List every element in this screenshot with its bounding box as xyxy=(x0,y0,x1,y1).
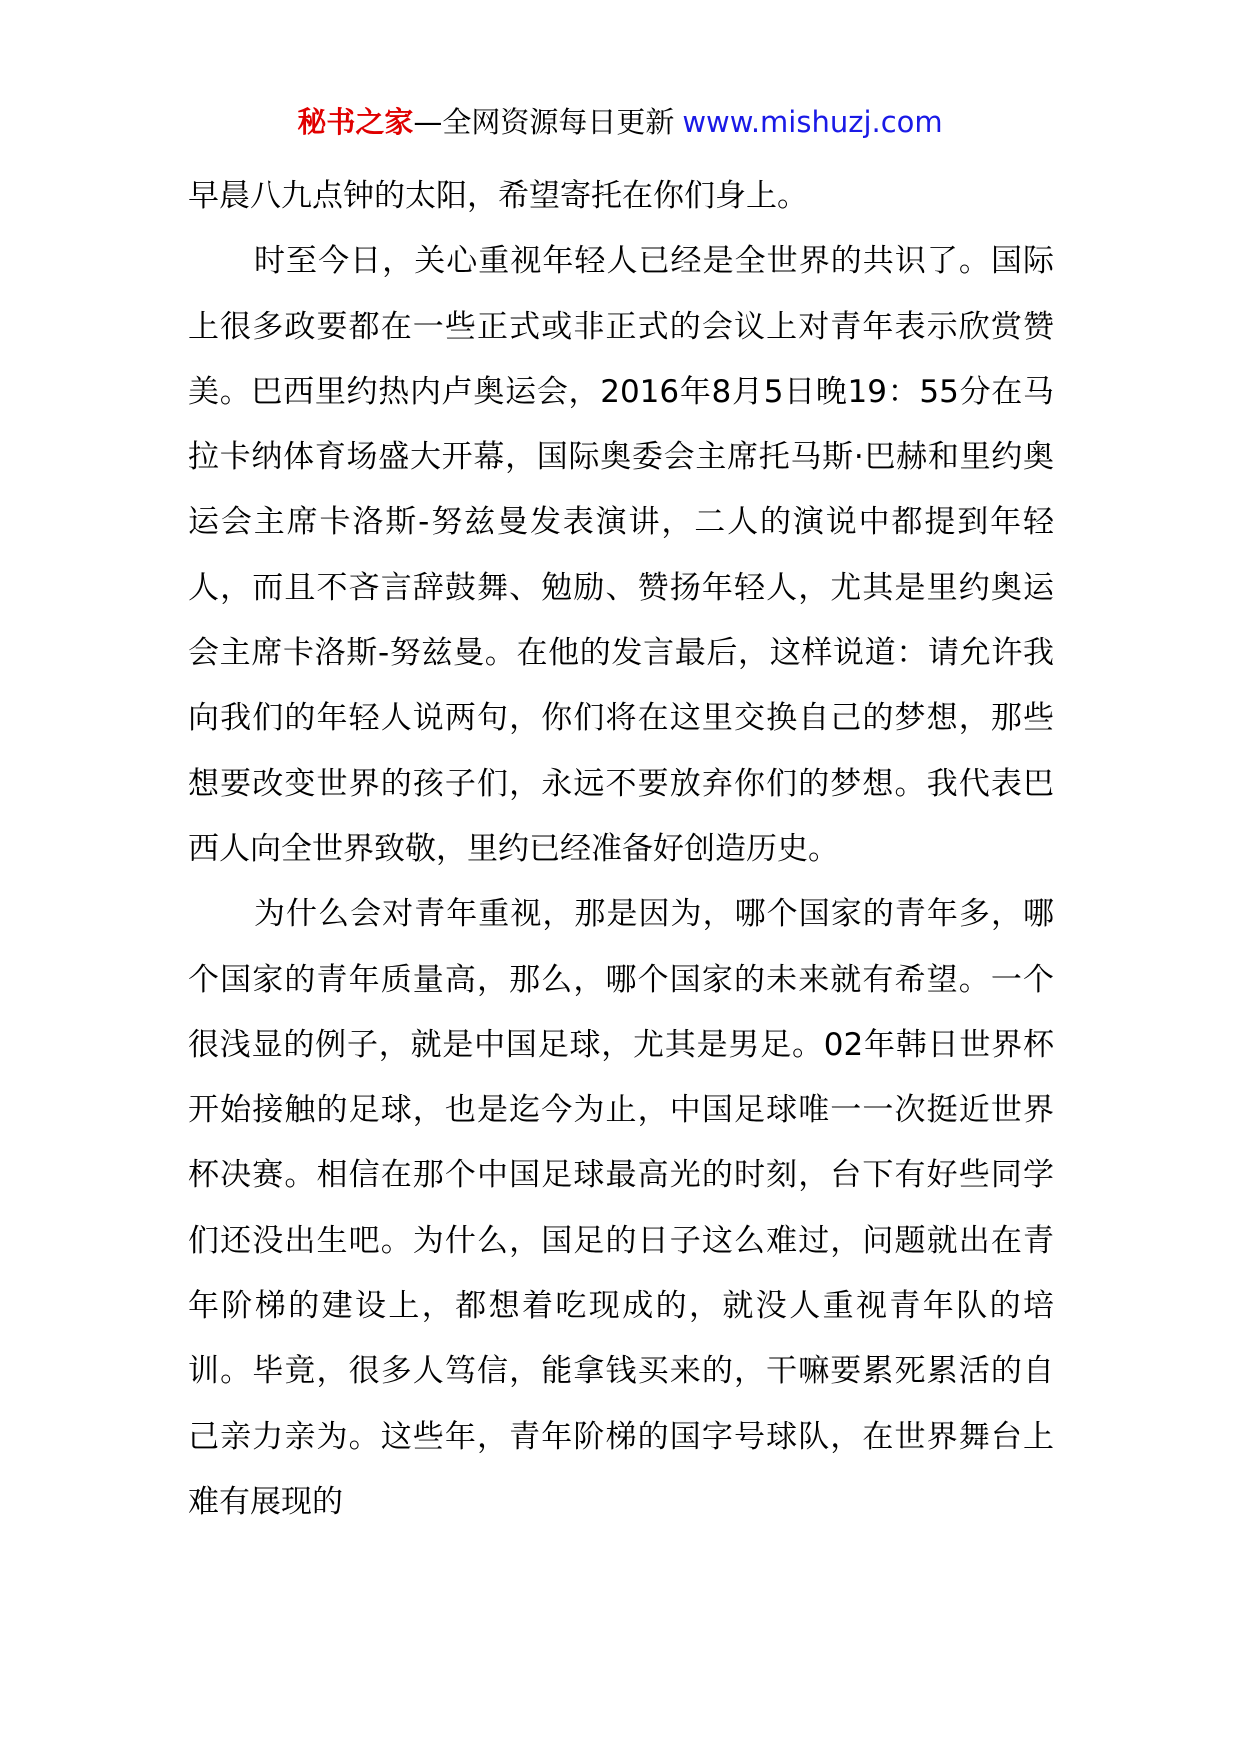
paragraph-youth-football: 为什么会对青年重视，那是因为，哪个国家的青年多，哪个国家的青年质量高，那么，哪个国家的未来就有希望。一个很浅显的例子，就是中国足球，尤其是男足。02年韩日世界杯开始接触的足球，也是迄今为止，中国足球唯一一次挺近世界杯决赛。相信在那个中国足球最高光的时刻，台下有好些同学们还没出生吧。为什么，国足的日子这么难过，问题就出在青年阶梯的建设上，都想着吃现成的，就没人重视青年队的培训。毕竟，很多人笃信，能拿钱买来的，干嘛要累死累活的自己亲力亲为。这些年，青年阶梯的国字号球队，在世界舞台上难有展现的 xyxy=(188,896,1054,1520)
document-body xyxy=(188,164,1054,1535)
header-url-link[interactable]: www.mishuzj.com xyxy=(682,105,943,139)
header-slogan: —全网资源每日更新 xyxy=(413,105,675,139)
brand-name: 秘书之家 xyxy=(297,105,414,139)
paragraph-continuation: 早晨八九点钟的太阳，希望寄托在你们身上。 xyxy=(188,178,808,214)
paragraph-world-consensus: 时至今日，关心重视年轻人已经是全世界的共识了。国际上很多政要都在一些正式或非正式的会议上对青年表示欣赏赞美。巴西里约热内卢奥运会，2016年8月5日晚19：55分在马拉卡纳体育场盛大开幕，国际奥委会主席托马斯·巴赫和里约奥运会主席卡洛斯-努兹曼发表演讲，二人的演说中都提到年轻人，而且不吝言辞鼓舞、勉励、赞扬年轻人，尤其是里约奥运会主席卡洛斯-努兹曼。在他的发言最后，这样说道：请允许我向我们的年轻人说两句，你们将在这里交换自己的梦想，那些想要改变世界的孩子们，永远不要放弃你们的梦想。我代表巴西人向全世界致敬，里约已经准备好创造历史。 xyxy=(188,243,1054,867)
page-header xyxy=(0,100,1240,144)
